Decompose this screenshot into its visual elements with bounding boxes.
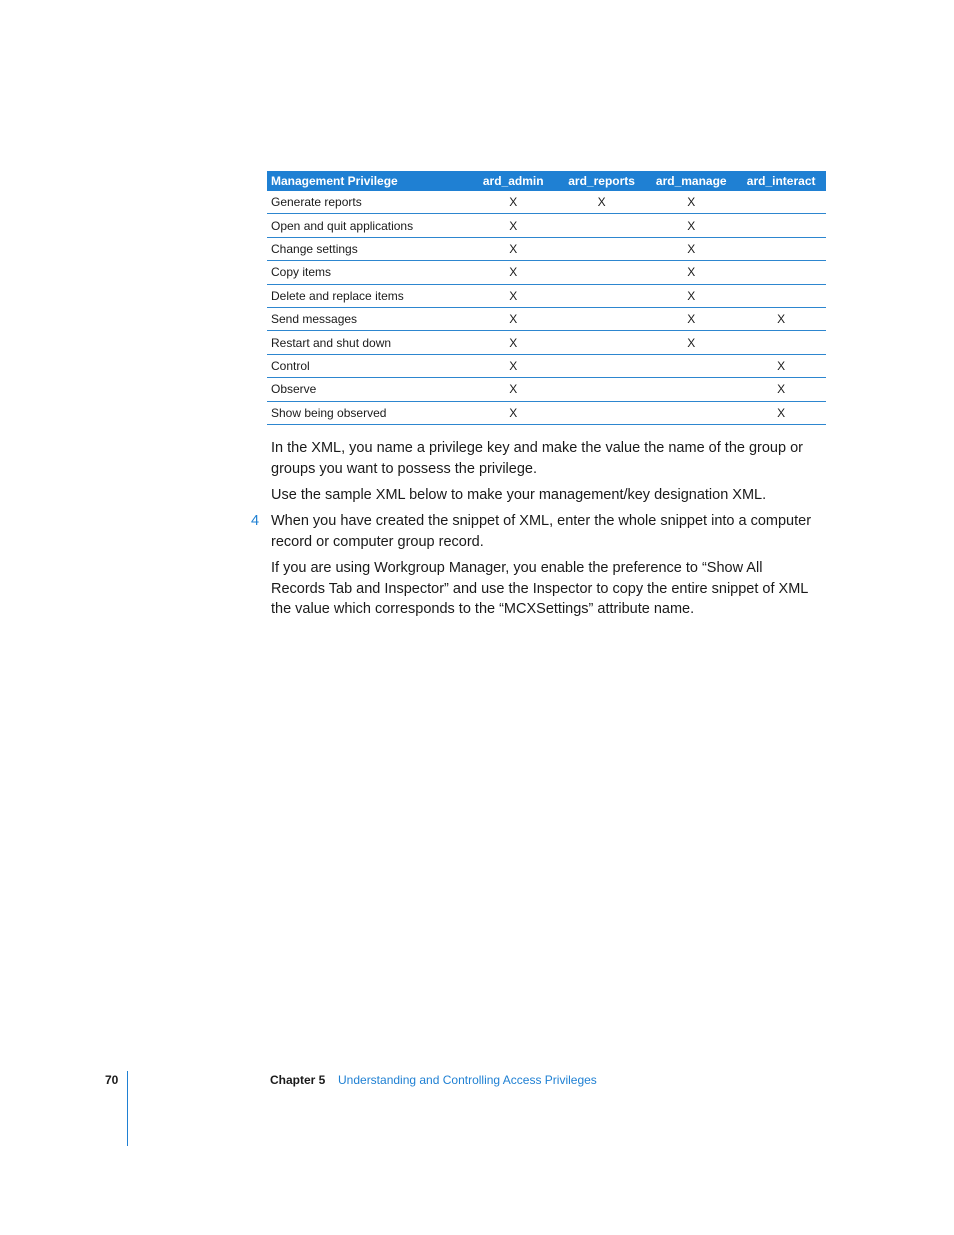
table-row [267,261,826,284]
cell-ard-reports [557,354,646,377]
cell-ard-admin: X [469,261,557,284]
cell-ard-interact [736,237,826,260]
cell-privilege-name: Send messages [267,307,469,330]
cell-ard-interact [736,214,826,237]
table-row [267,191,826,214]
table-row [267,307,826,330]
cell-privilege-name: Restart and shut down [267,331,469,354]
cell-ard-admin: X [469,191,557,214]
paragraph-workgroup-manager: If you are using Workgroup Manager, you enable the preference to “Show All Records Tab and Inspector” and use the Inspector to copy the entire snippet of XML the value which corresponds to the “MCXSettings” attribute name. [271,560,808,617]
cell-ard-manage [646,354,736,377]
step-number: 4 [251,513,260,529]
table-row [267,354,826,377]
cell-ard-manage [646,378,736,401]
cell-privilege-name: Observe [267,378,469,401]
paragraph-step-4: When you have created the snippet of XML, enter the whole snippet into a computer record or computer group record. [271,513,812,550]
cell-ard-manage: X [646,284,736,307]
cell-ard-reports [557,284,646,307]
paragraph-sample-xml: Use the sample XML below to make your management/key designation XML. [271,487,767,503]
cell-ard-admin: X [469,401,557,424]
table-body [267,191,826,424]
cell-ard-interact [736,261,826,284]
paragraph-privilege-key: In the XML, you name a privilege key and make the value the name of the group or groups you want to possess the privilege. [271,440,803,477]
cell-ard-manage: X [646,214,736,237]
table-row [267,378,826,401]
cell-ard-reports [557,307,646,330]
cell-ard-reports [557,378,646,401]
header-management-privilege: Management Privilege [271,174,398,188]
cell-ard-interact: X [736,401,826,424]
cell-ard-manage: X [646,191,736,214]
footer-divider [127,1071,128,1146]
cell-ard-interact: X [736,354,826,377]
cell-ard-manage: X [646,237,736,260]
header-ard-admin: ard_admin [482,174,544,188]
cell-ard-manage [646,401,736,424]
cell-ard-interact [736,331,826,354]
header-ard-interact: ard_interact [746,174,816,188]
cell-ard-admin: X [469,214,557,237]
table-row [267,214,826,237]
cell-ard-reports [557,401,646,424]
cell-ard-reports [557,214,646,237]
footer-chapter-label: Chapter 5 [270,1073,326,1087]
cell-ard-manage: X [646,331,736,354]
cell-ard-reports: X [557,191,646,214]
table-row [267,401,826,424]
cell-ard-admin: X [469,237,557,260]
cell-ard-interact: X [736,307,826,330]
table-row [267,331,826,354]
cell-privilege-name: Open and quit applications [267,214,469,237]
cell-ard-admin: X [469,354,557,377]
cell-privilege-name: Copy items [267,261,469,284]
header-ard-reports: ard_reports [568,174,635,188]
cell-ard-admin: X [469,378,557,401]
cell-privilege-name: Show being observed [267,401,469,424]
cell-privilege-name: Control [267,354,469,377]
cell-ard-interact: X [736,378,826,401]
cell-ard-reports [557,261,646,284]
header-ard-manage: ard_manage [655,174,727,188]
table-row [267,284,826,307]
cell-privilege-name: Delete and replace items [267,284,469,307]
table-header-row [267,171,826,191]
footer-chapter-title: Understanding and Controlling Access Privileges [338,1073,597,1087]
cell-ard-admin: X [469,284,557,307]
cell-privilege-name: Generate reports [267,191,469,214]
privilege-table [267,171,826,425]
table-row [267,237,826,260]
page-number: 70 [105,1073,119,1087]
cell-ard-admin: X [469,307,557,330]
cell-ard-interact [736,284,826,307]
cell-ard-reports [557,237,646,260]
cell-ard-interact [736,191,826,214]
cell-ard-admin: X [469,331,557,354]
cell-ard-reports [557,331,646,354]
cell-ard-manage: X [646,307,736,330]
cell-privilege-name: Change settings [267,237,469,260]
cell-ard-manage: X [646,261,736,284]
